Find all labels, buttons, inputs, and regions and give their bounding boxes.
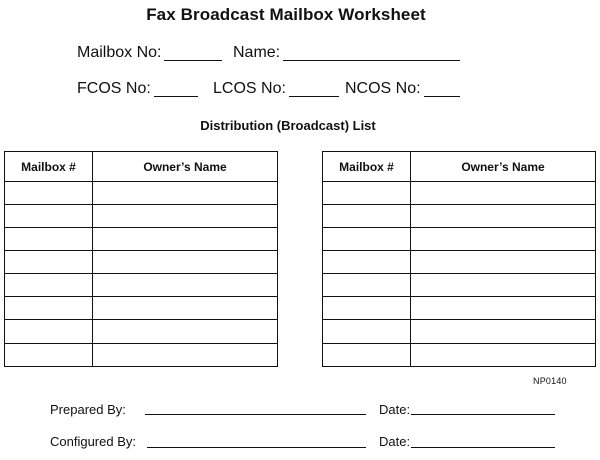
configured-by-label: Configured By: — [50, 434, 136, 449]
mailbox-number-cell[interactable] — [5, 251, 93, 273]
table-row — [5, 228, 277, 251]
mailbox-number-cell[interactable] — [323, 182, 411, 204]
prepared-date-label: Date: — [379, 402, 411, 417]
mailbox-number-cell[interactable] — [5, 182, 93, 204]
table-row — [323, 274, 595, 297]
mailbox-number-cell[interactable] — [323, 297, 411, 319]
distribution-list-title: Distribution (Broadcast) List — [200, 118, 376, 133]
mailbox-number-cell[interactable] — [323, 228, 411, 250]
owner-name-cell[interactable] — [93, 182, 277, 204]
mailbox-number-cell[interactable] — [323, 205, 411, 227]
form-code: NP0140 — [533, 376, 567, 386]
lcos-no-blank[interactable] — [289, 82, 339, 97]
name-field[interactable] — [233, 44, 460, 62]
mailbox-no-field[interactable] — [77, 44, 222, 62]
ncos-no-label: NCOS No: — [345, 80, 421, 97]
mailbox-number-cell[interactable] — [323, 251, 411, 273]
mailbox-number-header: Mailbox # — [323, 152, 411, 181]
mailbox-no-blank[interactable] — [164, 46, 222, 61]
row-divider — [5, 343, 277, 344]
prepared-by-label: Prepared By: — [50, 402, 126, 417]
table-row — [5, 297, 277, 320]
configured-by-blank[interactable] — [147, 446, 366, 448]
mailbox-number-header: Mailbox # — [5, 152, 93, 181]
owner-name-cell[interactable] — [93, 297, 277, 319]
mailbox-number-cell[interactable] — [5, 274, 93, 296]
owner-name-cell[interactable] — [93, 205, 277, 227]
configured-date-label: Date: — [379, 434, 411, 449]
distribution-table-left — [4, 151, 278, 367]
owner-name-cell[interactable] — [411, 297, 595, 319]
table-row — [5, 182, 277, 205]
worksheet-title: Fax Broadcast Mailbox Worksheet — [146, 5, 426, 24]
lcos-no-field[interactable] — [213, 80, 339, 98]
mailbox-number-cell[interactable] — [5, 297, 93, 319]
prepared-date-field[interactable] — [379, 402, 410, 417]
owner-name-cell[interactable] — [93, 274, 277, 296]
prepared-by-blank[interactable] — [145, 413, 366, 415]
fcos-no-field[interactable] — [77, 80, 198, 98]
owner-name-header: Owner’s Name — [461, 159, 545, 174]
name-label: Name: — [233, 44, 281, 61]
mailbox-number-cell[interactable] — [5, 205, 93, 227]
table-row — [323, 182, 595, 205]
owner-name-cell[interactable] — [411, 205, 595, 227]
distribution-table-right — [322, 151, 596, 367]
prepared-date-blank[interactable] — [411, 413, 555, 415]
owner-name-cell[interactable] — [411, 251, 595, 273]
configured-date-blank[interactable] — [411, 446, 555, 448]
owner-name-cell[interactable] — [93, 228, 277, 250]
owner-name-cell[interactable] — [411, 182, 595, 204]
ncos-no-blank[interactable] — [424, 82, 460, 97]
ncos-no-field[interactable] — [345, 80, 460, 98]
prepared-by-field[interactable] — [50, 402, 126, 417]
table-row — [5, 251, 277, 274]
configured-by-field[interactable] — [50, 434, 136, 449]
row-divider — [323, 343, 595, 344]
table-row — [323, 251, 595, 274]
table-row — [5, 274, 277, 297]
name-blank[interactable] — [283, 46, 460, 61]
table-row — [5, 205, 277, 228]
lcos-no-label: LCOS No: — [213, 80, 286, 97]
table-row — [323, 297, 595, 320]
owner-name-header: Owner’s Name — [143, 159, 227, 174]
fcos-no-blank[interactable] — [154, 82, 198, 97]
owner-name-cell[interactable] — [93, 251, 277, 273]
mailbox-no-label: Mailbox No: — [77, 44, 162, 61]
fcos-no-label: FCOS No: — [77, 80, 151, 97]
mailbox-number-cell[interactable] — [323, 274, 411, 296]
mailbox-number-cell[interactable] — [5, 228, 93, 250]
table-row — [323, 205, 595, 228]
table-row — [323, 228, 595, 251]
owner-name-cell[interactable] — [411, 274, 595, 296]
table-header — [323, 152, 595, 182]
owner-name-cell[interactable] — [411, 228, 595, 250]
configured-date-field[interactable] — [379, 434, 410, 449]
table-header — [5, 152, 277, 182]
